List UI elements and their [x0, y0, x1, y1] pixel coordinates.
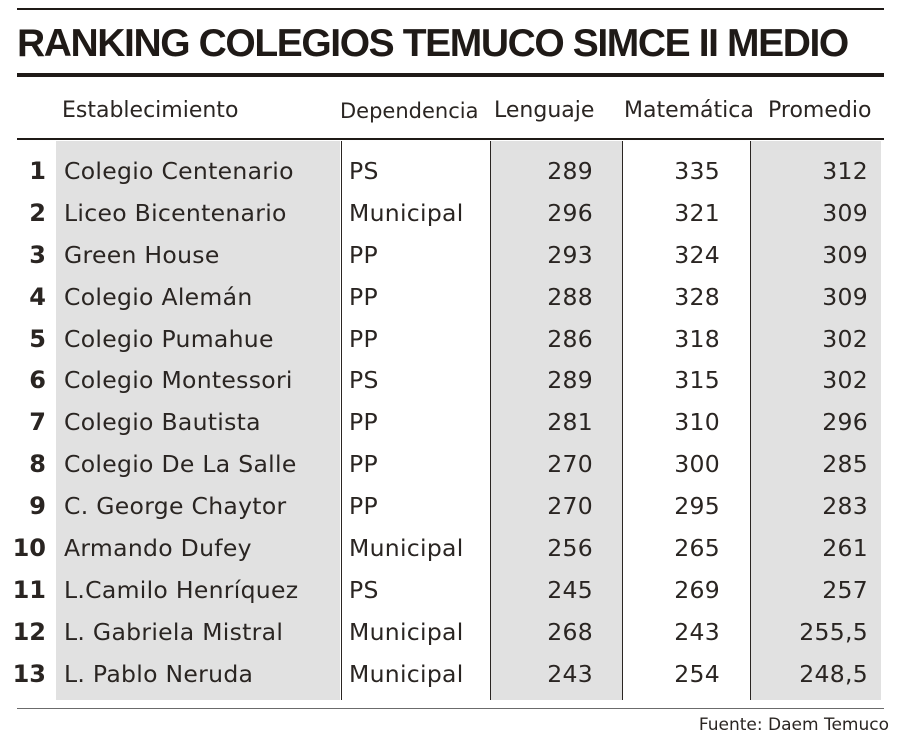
matematica-cell: 324: [674, 240, 720, 269]
header-dependencia: Dependencia: [340, 99, 479, 123]
table-row: [0, 485, 901, 527]
table-row: [0, 401, 901, 443]
table-row: [0, 569, 901, 611]
promedio-cell: 309: [822, 282, 868, 311]
dependencia-cell: PS: [349, 366, 379, 395]
table-row: [0, 192, 901, 234]
promedio-cell: 309: [822, 198, 868, 227]
establecimiento-cell: Colegio Alemán: [64, 282, 253, 311]
promedio-cell: 312: [822, 157, 868, 185]
establecimiento-cell: Colegio Centenario: [64, 157, 294, 185]
rank-cell: 8: [29, 450, 46, 479]
lenguaje-cell: 293: [547, 240, 593, 269]
dependencia-cell: PS: [349, 157, 379, 185]
table-row: [0, 276, 901, 318]
lenguaje-cell: 281: [547, 408, 593, 437]
rank-cell: 3: [29, 240, 46, 269]
rank-cell: 4: [29, 282, 46, 311]
matematica-cell: 300: [674, 450, 720, 479]
lenguaje-cell: 245: [547, 575, 593, 604]
matematica-cell: 265: [674, 534, 720, 563]
rank-cell: 6: [29, 366, 46, 395]
matematica-cell: 310: [674, 408, 720, 437]
establecimiento-cell: Armando Dufey: [64, 534, 252, 563]
table-row: [0, 611, 901, 653]
lenguaje-cell: 268: [547, 617, 593, 646]
promedio-cell: 283: [822, 492, 868, 521]
establecimiento-cell: L.Camilo Henríquez: [64, 575, 299, 604]
lenguaje-cell: 243: [547, 659, 593, 688]
matematica-cell: 318: [674, 324, 720, 353]
matematica-cell: 254: [674, 659, 720, 688]
rank-cell: 9: [29, 492, 46, 521]
matematica-cell: 321: [674, 198, 720, 227]
dependencia-cell: Municipal: [349, 198, 464, 227]
table-row: [0, 318, 901, 360]
matematica-cell: 269: [674, 575, 720, 604]
matematica-cell: 335: [674, 157, 720, 185]
header-lenguaje: Lenguaje: [494, 98, 595, 123]
promedio-cell: 296: [822, 408, 868, 437]
lenguaje-cell: 296: [547, 198, 593, 227]
promedio-cell: 309: [822, 240, 868, 269]
establecimiento-cell: L. Pablo Neruda: [64, 659, 254, 688]
dependencia-cell: Municipal: [349, 534, 464, 563]
table-body: [0, 150, 901, 695]
rank-cell: 2: [29, 198, 46, 227]
dependencia-cell: Municipal: [349, 659, 464, 688]
rank-cell: 11: [12, 575, 46, 604]
lenguaje-cell: 286: [547, 324, 593, 353]
rank-cell: 13: [12, 659, 46, 688]
lenguaje-cell: 270: [547, 450, 593, 479]
establecimiento-cell: Liceo Bicentenario: [64, 198, 287, 227]
dependencia-cell: PP: [349, 408, 378, 437]
table-row: [0, 527, 901, 569]
table-row: [0, 359, 901, 401]
rank-cell: 1: [29, 157, 46, 185]
promedio-cell: 248,5: [799, 659, 868, 688]
lenguaje-cell: 256: [547, 534, 593, 563]
matematica-cell: 328: [674, 282, 720, 311]
bottom-rule: [17, 708, 884, 709]
lenguaje-cell: 270: [547, 492, 593, 521]
promedio-cell: 255,5: [799, 617, 868, 646]
promedio-cell: 257: [822, 575, 868, 604]
header-matematica: Matemática: [624, 98, 754, 123]
establecimiento-cell: Colegio Bautista: [64, 408, 261, 437]
rank-cell: 7: [29, 408, 46, 437]
header-rule: [17, 138, 884, 140]
promedio-cell: 302: [822, 324, 868, 353]
table-row: [0, 653, 901, 695]
rank-cell: 5: [29, 324, 46, 353]
rank-cell: 10: [12, 534, 46, 563]
dependencia-cell: Municipal: [349, 617, 464, 646]
lenguaje-cell: 289: [547, 157, 593, 185]
table-row: [0, 234, 901, 276]
matematica-cell: 295: [674, 492, 720, 521]
dependencia-cell: PP: [349, 282, 378, 311]
matematica-cell: 243: [674, 617, 720, 646]
source-note: Fuente: Daem Temuco: [698, 715, 889, 735]
top-rule: [17, 8, 884, 10]
establecimiento-cell: Colegio Montessori: [64, 366, 293, 395]
dependencia-cell: PP: [349, 324, 378, 353]
table-row: [0, 150, 901, 192]
chart-title: RANKING COLEGIOS TEMUCO SIMCE II MEDIO: [17, 22, 848, 65]
establecimiento-cell: Colegio De La Salle: [64, 450, 297, 479]
promedio-cell: 261: [822, 534, 868, 563]
dependencia-cell: PP: [349, 240, 378, 269]
dependencia-cell: PS: [349, 575, 379, 604]
establecimiento-cell: Colegio Pumahue: [64, 324, 274, 353]
establecimiento-cell: Green House: [64, 240, 220, 269]
dependencia-cell: PP: [349, 492, 378, 521]
table-row: [0, 443, 901, 485]
lenguaje-cell: 288: [547, 282, 593, 311]
header-establecimiento: Establecimiento: [62, 98, 239, 123]
matematica-cell: 315: [674, 366, 720, 395]
establecimiento-cell: C. George Chaytor: [64, 492, 287, 521]
promedio-cell: 302: [822, 366, 868, 395]
header-promedio: Promedio: [768, 98, 872, 123]
rank-cell: 12: [12, 617, 46, 646]
establecimiento-cell: L. Gabriela Mistral: [64, 617, 284, 646]
dependencia-cell: PP: [349, 450, 378, 479]
lenguaje-cell: 289: [547, 366, 593, 395]
promedio-cell: 285: [822, 450, 868, 479]
title-rule: [17, 73, 884, 77]
